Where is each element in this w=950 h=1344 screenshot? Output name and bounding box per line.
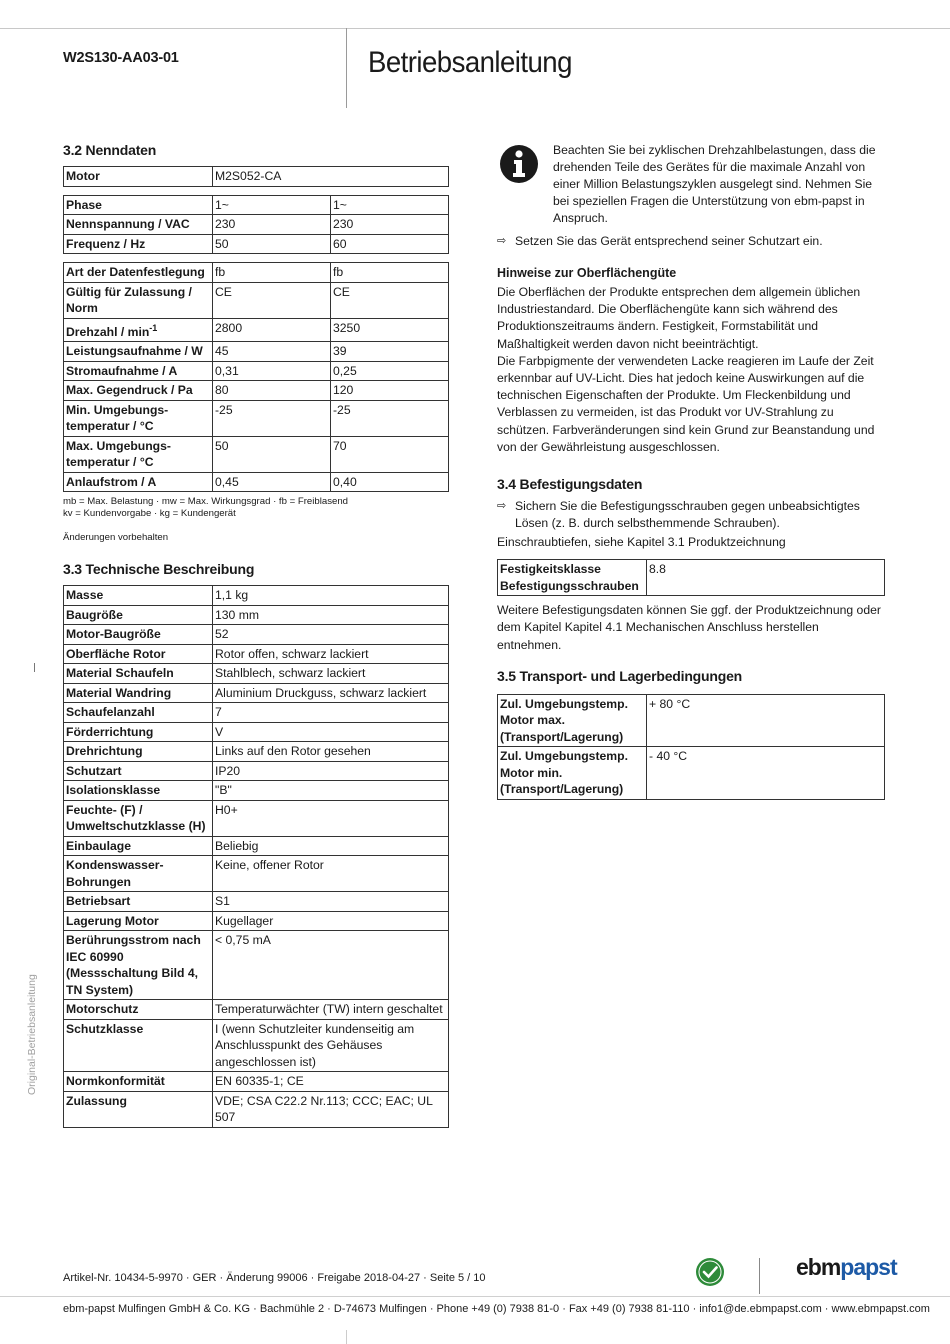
row-value: V	[213, 722, 449, 742]
row-value: VDE; CSA C22.2 Nr.113; CCC; EAC; UL 507	[213, 1091, 449, 1127]
bottom-tick	[346, 1330, 347, 1344]
row-value-60hz: 39	[331, 342, 449, 362]
fix-key: Festigkeitsklasse Befestigungsschrauben	[498, 560, 647, 596]
row-value: Stahlblech, schwarz lackiert	[213, 664, 449, 684]
row-key: Gültig für Zulassung / Norm	[64, 282, 213, 318]
transport-table	[497, 694, 885, 800]
row-value-60hz: fb	[331, 263, 449, 283]
info-notice	[497, 142, 885, 227]
table-row	[64, 742, 449, 762]
row-value: Beliebig	[213, 836, 449, 856]
bullet-schutzart	[497, 233, 885, 250]
table-row	[64, 1072, 449, 1092]
row-value-60hz: 120	[331, 381, 449, 401]
surface-title: Hinweise zur Oberflächengüte	[497, 266, 677, 280]
motor-table	[63, 166, 449, 187]
row-key: Isolationsklasse	[64, 781, 213, 801]
table-row	[64, 836, 449, 856]
greentech-badge-icon	[695, 1257, 725, 1287]
row-value: Rotor offen, schwarz lackiert	[213, 644, 449, 664]
row-value: S1	[213, 892, 449, 912]
row-value: "B"	[213, 781, 449, 801]
row-key: Zul. Umgebungstemp. Motor max. (Transport/Lagerung)	[498, 694, 647, 747]
fix-value: 8.8	[647, 560, 885, 596]
row-key: Zul. Umgebungstemp. Motor min. (Transport/Lagerung)	[498, 747, 647, 800]
row-key: Schutzart	[64, 761, 213, 781]
table-row	[64, 931, 449, 1000]
row-key: Material Schaufeln	[64, 664, 213, 684]
footnote-abbrev-1: mb = Max. Belastung · mw = Max. Wirkungsgrad · fb = Freiblasend	[63, 496, 348, 508]
surface-paragraph-2: Die Farbpigmente der verwendeten Lacke reagieren im Laufe der Zeit erkennbar auf UV-Licht. Dies hat jedoch keine Auswirkungen auf die technischen Eigenschaften der Produkte. Um Fleckenbildung und Verblassen zu vermeiden, ist das Produkt vor UV-Strahlung zu schützen. Farbveränderungen sind kein Grund zur Beanstandung und von der Gewährleistung ausgeschlossen.	[497, 353, 875, 454]
table-row	[64, 781, 449, 801]
table-row	[498, 747, 885, 800]
row-key: Material Wandring	[64, 683, 213, 703]
footer-rule	[0, 1296, 950, 1297]
table-row	[64, 683, 449, 703]
row-value: - 40 °C	[647, 747, 885, 800]
row-value: Kugellager	[213, 911, 449, 931]
row-key: Max. Umgebungs-temperatur / °C	[64, 436, 213, 472]
table-row	[64, 586, 449, 606]
table-row	[64, 605, 449, 625]
side-label: Original-Betriebsanleitung	[26, 974, 38, 1095]
unit-superscript: -1	[149, 322, 158, 333]
row-value-50hz: 0,31	[213, 361, 331, 381]
footer-article: Artikel-Nr. 10434-5-9970 · GER · Änderung 99006 · Freigabe 2018-04-27 · Seite 5 / 10	[63, 1272, 486, 1284]
table-row	[64, 167, 449, 187]
fix-title: 3.4 Befestigungsdaten	[497, 476, 643, 493]
row-key: Normkonformität	[64, 1072, 213, 1092]
row-value-50hz: 230	[213, 215, 331, 235]
arrow-right-icon: ⇨	[497, 235, 507, 247]
nenndaten-table-operating	[63, 262, 449, 492]
row-key: Anlaufstrom / A	[64, 472, 213, 492]
row-key: Betriebsart	[64, 892, 213, 912]
fix-depth: Einschraubtiefen, siehe Kapitel 3.1 Produktzeichnung	[497, 535, 786, 550]
row-key: Zulassung	[64, 1091, 213, 1127]
row-key: Kondenswasser-Bohrungen	[64, 856, 213, 892]
bullet-text: Setzen Sie das Gerät entsprechend seiner Schutzart ein.	[515, 234, 823, 248]
table-row	[64, 1019, 449, 1072]
table-row	[64, 472, 449, 492]
row-value-50hz: 2800	[213, 318, 331, 342]
row-value: 1,1 kg	[213, 586, 449, 606]
left-column	[63, 142, 449, 1128]
nenndaten-table-electrical	[63, 195, 449, 255]
row-key: Motorschutz	[64, 1000, 213, 1020]
table-row	[498, 694, 885, 747]
row-key: Leistungsaufnahme / W	[64, 342, 213, 362]
row-key: Feuchte- (F) / Umweltschutzklasse (H)	[64, 800, 213, 836]
row-value-50hz: 50	[213, 436, 331, 472]
row-value-60hz: 70	[331, 436, 449, 472]
row-value-60hz: 1~	[331, 195, 449, 215]
row-key: Frequenz / Hz	[64, 234, 213, 254]
row-key: Förderrichtung	[64, 722, 213, 742]
footer-divider	[759, 1258, 760, 1294]
nenndaten-title: 3.2 Nenndaten	[63, 142, 157, 158]
table-row	[64, 215, 449, 235]
table-row	[498, 560, 885, 596]
row-key: Drehzahl / $\min^{-1}$	[64, 318, 213, 342]
table-row	[64, 400, 449, 436]
row-value: 130 mm	[213, 605, 449, 625]
table-row	[64, 625, 449, 645]
row-value: I (wenn Schutzleiter kundenseitig am Anschlusspunkt des Gehäuses angeschlossen ist)	[213, 1019, 449, 1072]
table-row	[64, 1000, 449, 1020]
ebmpapst-logo: ebmpapst	[796, 1254, 897, 1280]
row-value: < 0,75 mA	[213, 931, 449, 1000]
table-row	[64, 800, 449, 836]
row-value-50hz: fb	[213, 263, 331, 283]
table-row	[64, 381, 449, 401]
table-row	[64, 1091, 449, 1127]
row-key: Schaufelanzahl	[64, 703, 213, 723]
doc-code: W2S130-AA03-01	[63, 50, 179, 66]
motor-value: M2S052-CA	[213, 167, 449, 187]
row-key: Einbaulage	[64, 836, 213, 856]
table-row	[64, 195, 449, 215]
row-value: Keine, offener Rotor	[213, 856, 449, 892]
technik-table	[63, 585, 449, 1128]
row-key: Phase	[64, 195, 213, 215]
table-row	[64, 234, 449, 254]
table-row	[64, 703, 449, 723]
header-divider	[346, 28, 347, 108]
row-value: + 80 °C	[647, 694, 885, 747]
row-value: Temperaturwächter (TW) intern geschaltet	[213, 1000, 449, 1020]
row-key: Schutzklasse	[64, 1019, 213, 1072]
table-row	[64, 911, 449, 931]
fix-more: Weitere Befestigungsdaten können Sie ggf. der Produktzeichnung oder dem Kapitel Kapitel 4.1 Mechanischen Anschluss herstellen entnehmen.	[497, 603, 881, 652]
row-value-50hz: 1~	[213, 195, 331, 215]
table-row	[64, 856, 449, 892]
table-row	[64, 761, 449, 781]
row-key: Art der Datenfestlegung	[64, 263, 213, 283]
table-row	[64, 282, 449, 318]
row-key: Nennspannung / VAC	[64, 215, 213, 235]
table-row	[64, 263, 449, 283]
motor-label: Motor	[64, 167, 213, 187]
row-value-50hz: 45	[213, 342, 331, 362]
table-row	[64, 722, 449, 742]
row-value-60hz: 3250	[331, 318, 449, 342]
table-row	[64, 644, 449, 664]
surface-paragraph-1: Die Oberflächen der Produkte entsprechen dem allgemein üblichen Industriestandard. Die Oberflächengüte kann sich während des Produktionszeitraums ändern. Festigkeit, Formstabilität und Maßhaltigkeit werden davon nicht beeinträchtigt.	[497, 285, 861, 351]
row-value-50hz: -25	[213, 400, 331, 436]
row-key: Baugröße	[64, 605, 213, 625]
table-row	[64, 318, 449, 342]
table-row	[64, 436, 449, 472]
row-key: Min. Umgebungs-temperatur / °C	[64, 400, 213, 436]
row-value-60hz: -25	[331, 400, 449, 436]
row-value-50hz: 80	[213, 381, 331, 401]
row-value-50hz: 50	[213, 234, 331, 254]
row-key: Motor-Baugröße	[64, 625, 213, 645]
row-key: Drehrichtung	[64, 742, 213, 762]
row-key: Lagerung Motor	[64, 911, 213, 931]
row-value-50hz: 0,45	[213, 472, 331, 492]
row-value-60hz: 60	[331, 234, 449, 254]
info-text: Beachten Sie bei zyklischen Drehzahlbelastungen, dass die drehenden Teile des Gerätes für die maximale Anzahl von einer Million Belastungszyklen ausgelegt sind. Nehmen Sie bei speziellen Fragen die Unterstützung von ebm-papst in Anspruch.	[553, 143, 876, 225]
arrow-right-icon: ⇨	[497, 500, 507, 513]
row-key: Berührungsstrom nach IEC 60990 (Messschaltung Bild 4, TN System)	[64, 931, 213, 1000]
row-value: Aluminium Druckguss, schwarz lackiert	[213, 683, 449, 703]
bullet-text: Sichern Sie die Befestigungsschrauben gegen unbeabsichtigtes Lösen (z. B. durch selbsthemmende Schrauben).	[515, 499, 860, 531]
doc-title: Betriebsanleitung	[368, 46, 572, 79]
row-value-60hz: 230	[331, 215, 449, 235]
bullet-fix	[497, 498, 885, 532]
row-value-60hz: 0,25	[331, 361, 449, 381]
table-row	[64, 892, 449, 912]
table-row	[64, 342, 449, 362]
table-row	[64, 664, 449, 684]
row-value: EN 60335-1; CE	[213, 1072, 449, 1092]
footnote-abbrev-2: kv = Kundenvorgabe · kg = Kundengerät	[63, 508, 236, 520]
row-value-60hz: 0,40	[331, 472, 449, 492]
technik-title: 3.3 Technische Beschreibung	[63, 561, 255, 578]
row-value-50hz: CE	[213, 282, 331, 318]
row-value-60hz: CE	[331, 282, 449, 318]
header-top-rule	[0, 28, 950, 29]
changes-note: Änderungen vorbehalten	[63, 532, 169, 544]
row-key: Oberfläche Rotor	[64, 644, 213, 664]
row-value: 7	[213, 703, 449, 723]
row-value: Links auf den Rotor gesehen	[213, 742, 449, 762]
table-row	[64, 361, 449, 381]
row-key: Masse	[64, 586, 213, 606]
row-key: Max. Gegendruck / Pa	[64, 381, 213, 401]
transport-title: 3.5 Transport- und Lagerbedingungen	[497, 667, 743, 684]
footer-company: ebm-papst Mulfingen GmbH & Co. KG · Bachmühle 2 · D-74673 Mulfingen · Phone +49 (0) 7938 81-0 · Fax +49 (0) 7938 81-110 · info1@de.ebmpapst.com · www.ebmpapst.com	[63, 1303, 930, 1315]
row-key: Stromaufnahme / A	[64, 361, 213, 381]
row-value: H0+	[213, 800, 449, 836]
side-tick-mark	[34, 663, 35, 672]
fix-table	[497, 559, 885, 596]
info-icon	[499, 144, 539, 184]
right-column	[497, 142, 885, 800]
row-value: IP20	[213, 761, 449, 781]
row-value: 52	[213, 625, 449, 645]
